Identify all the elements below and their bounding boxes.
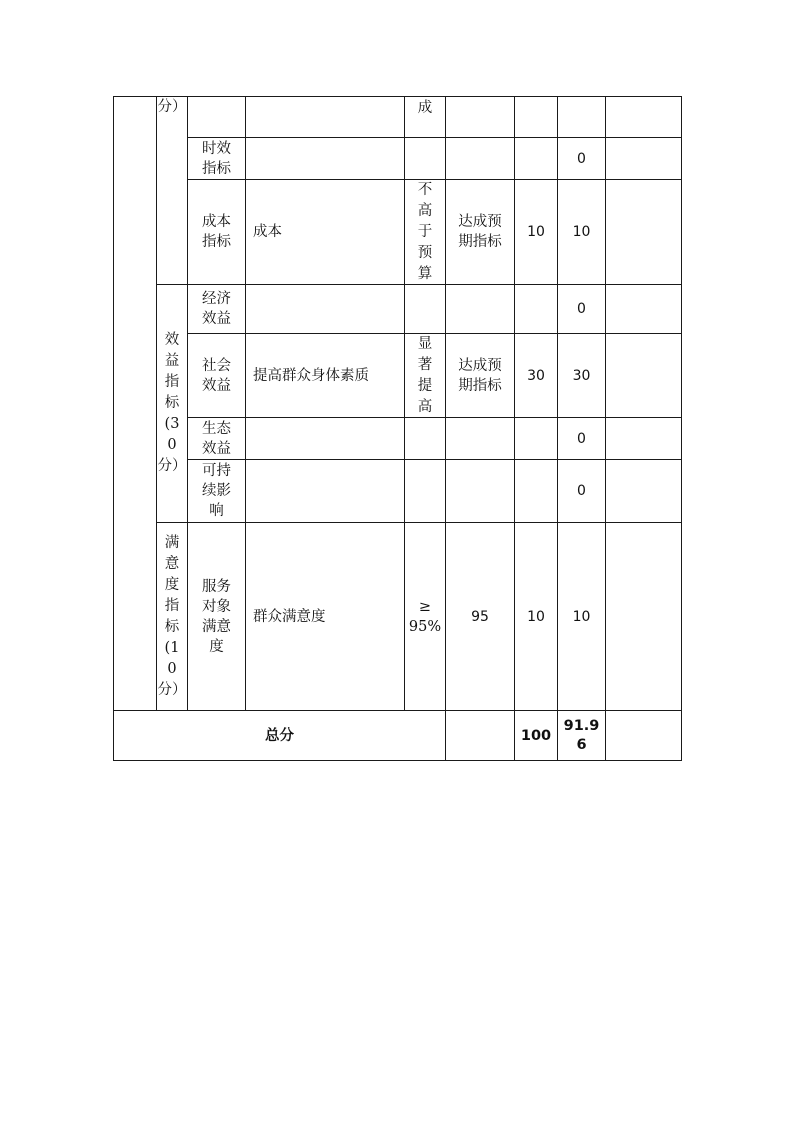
table-line (605, 96, 606, 761)
cost-indicator-name: 成本 指标 (202, 214, 231, 250)
economic-benefit-score: 0 (577, 301, 586, 317)
cost-weight: 10 (527, 224, 545, 240)
social-benefit-weight: 30 (527, 367, 545, 384)
ecological-benefit-score: 0 (577, 430, 586, 447)
social-benefit-name: 社会 效益 (202, 357, 231, 394)
output-indicator-group-label: 分） (157, 99, 187, 115)
social-benefit-completion: 达成预 期指标 (458, 357, 502, 394)
table-line (113, 96, 114, 761)
social-benefit-content: 提高群众身体素质 (253, 367, 369, 384)
service-satisfaction-score: 10 (572, 608, 591, 625)
table-line (187, 137, 681, 138)
cost-score: 10 (572, 224, 591, 240)
ecological-benefit-name: 生态 效益 (202, 420, 231, 457)
service-satisfaction-completion: 95 (471, 608, 489, 625)
cost-standard: 不 高 于 预 算 (417, 181, 433, 282)
table-line (187, 417, 681, 418)
timeliness-score: 0 (577, 150, 586, 167)
sustainable-impact-score: 0 (577, 483, 586, 499)
quality-standard-tail: 成 (417, 100, 433, 116)
total-score: 91.9 6 (563, 717, 600, 753)
service-satisfaction-standard: ≥ 95% (408, 598, 442, 635)
service-satisfaction-name: 服务 对象 满意 度 (202, 578, 231, 655)
social-benefit-standard: 显 著 提 高 (417, 335, 433, 415)
service-satisfaction-weight: 10 (527, 608, 545, 625)
cost-indicator-content: 成本 (253, 224, 282, 240)
table-line (681, 96, 682, 761)
sustainable-impact-name: 可持 续影 响 (202, 463, 231, 519)
satisfaction-indicator-group-label: 满 意 度 指 标 (1 0 分） (157, 534, 187, 698)
benefit-indicator-group-label: 效 益 指 标 (3 0 分） (157, 332, 187, 474)
timeliness-indicator-name: 时效 指标 (202, 140, 231, 177)
table-line (187, 459, 681, 460)
economic-benefit-name: 经济 效益 (202, 291, 231, 327)
table-line (113, 760, 681, 761)
total-weight: 100 (520, 727, 552, 744)
table-line (113, 96, 681, 97)
cost-completion: 达成预 期指标 (458, 214, 502, 250)
social-benefit-score: 30 (572, 367, 591, 384)
service-satisfaction-content: 群众满意度 (253, 608, 326, 625)
total-label: 总分 (265, 727, 294, 744)
